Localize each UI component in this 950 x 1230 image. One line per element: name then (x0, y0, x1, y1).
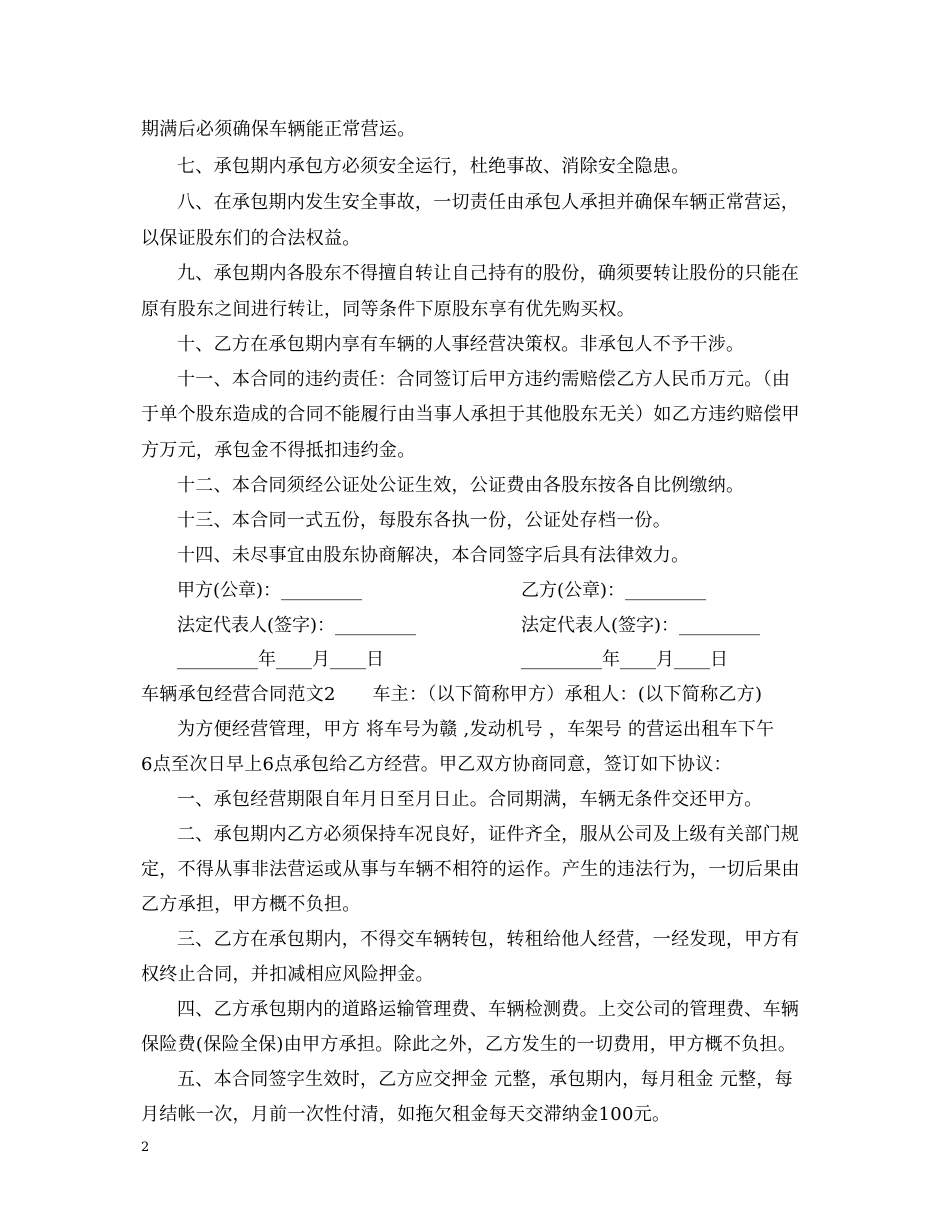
clause-12: 十二、本合同须经公证处公证生效，公证费由各股东按各自比例缴纳。 (177, 475, 745, 496)
party-b-date-field: _________年____月____日 (521, 649, 728, 670)
party-b-seal-field: 乙方(公章)：_________ (521, 580, 707, 601)
contract-heading: 车辆承包经营合同范文2 车主：（以下简称甲方）承租人：(以下简称乙方) (141, 684, 763, 705)
page-number: 2 (141, 1140, 150, 1155)
paragraph-line: 以保证股东们的合法权益。 (141, 228, 361, 249)
clause-10: 十、乙方在承包期内享有车辆的人事经营决策权。非承包人不予干涉。 (177, 334, 745, 355)
party-a-date-field: _________年____月____日 (177, 649, 384, 670)
paragraph-line: 定，不得从事非法营运或从事与车辆不相符的运作。产生的违法行为，一切后果由 (141, 859, 800, 880)
party-b-representative-field: 法定代表人(签字)：_________ (521, 615, 761, 636)
paragraph-line: 期满后必须确保车辆能正常营运。 (141, 119, 416, 140)
paragraph-line: 于单个股东造成的合同不能履行由当事人承担于其他股东无关）如乙方违约赔偿甲 (141, 404, 800, 425)
clause-5: 五、本合同签字生效时，乙方应交押金 元整，承包期内，每月租金 元整，每 (177, 1069, 793, 1090)
clause-1: 一、承包经营期限自年月日至月日止。合同期满，车辆无条件交还甲方。 (177, 789, 763, 810)
clause-2: 二、承包期内乙方必须保持车况良好，证件齐全，服从公司及上级有关部门规 (177, 824, 800, 845)
paragraph-line: 为方便经营管理，甲方 将车号为赣 ,发动机号 ，车架号 的营运出租车下午 (177, 719, 775, 740)
paragraph-line: 方万元，承包金不得抵扣违约金。 (141, 440, 416, 461)
clause-7: 七、承包期内承包方必须安全运行，杜绝事故、消除安全隐患。 (177, 156, 690, 177)
party-a-representative-field: 法定代表人(签字)：_________ (177, 615, 417, 636)
paragraph-line: 原有股东之间进行转让，同等条件下原股东享有优先购买权。 (141, 299, 636, 320)
clause-8: 八、在承包期内发生安全事故，一切责任由承包人承担并确保车辆正常营运， (177, 192, 800, 213)
clause-13: 十三、本合同一式五份，每股东各执一份，公证处存档一份。 (177, 510, 672, 531)
paragraph-line: 保险费(保险全保)由甲方承担。除此之外，乙方发生的一切费用，甲方概不负担。 (141, 1034, 797, 1055)
clause-9: 九、承包期内各股东不得擅自转让自己持有的股份，确须要转让股份的只能在 (177, 263, 800, 284)
paragraph-line: 乙方承担，甲方概不负担。 (141, 894, 361, 915)
paragraph-line: 6点至次日早上6点承包给乙方经营。甲乙双方协商同意，签订如下协议： (141, 754, 732, 775)
paragraph-line: 权终止合同，并扣减相应风险押金。 (141, 964, 434, 985)
clause-11: 十一、本合同的违约责任：合同签订后甲方违约需赔偿乙方人民币万元。（由 (177, 369, 791, 390)
clause-14: 十四、未尽事宜由股东协商解决，本合同签字后具有法律效力。 (177, 545, 690, 566)
clause-4: 四、乙方承包期内的道路运输管理费、车辆检测费。上交公司的管理费、车辆 (177, 999, 800, 1020)
party-a-seal-field: 甲方(公章)：_________ (177, 580, 363, 601)
paragraph-line: 月结帐一次，月前一次性付清，如拖欠租金每天交滞纳金100元。 (141, 1104, 671, 1125)
clause-3: 三、乙方在承包期内，不得交车辆转包，转租给他人经营，一经发现，甲方有 (177, 929, 800, 950)
